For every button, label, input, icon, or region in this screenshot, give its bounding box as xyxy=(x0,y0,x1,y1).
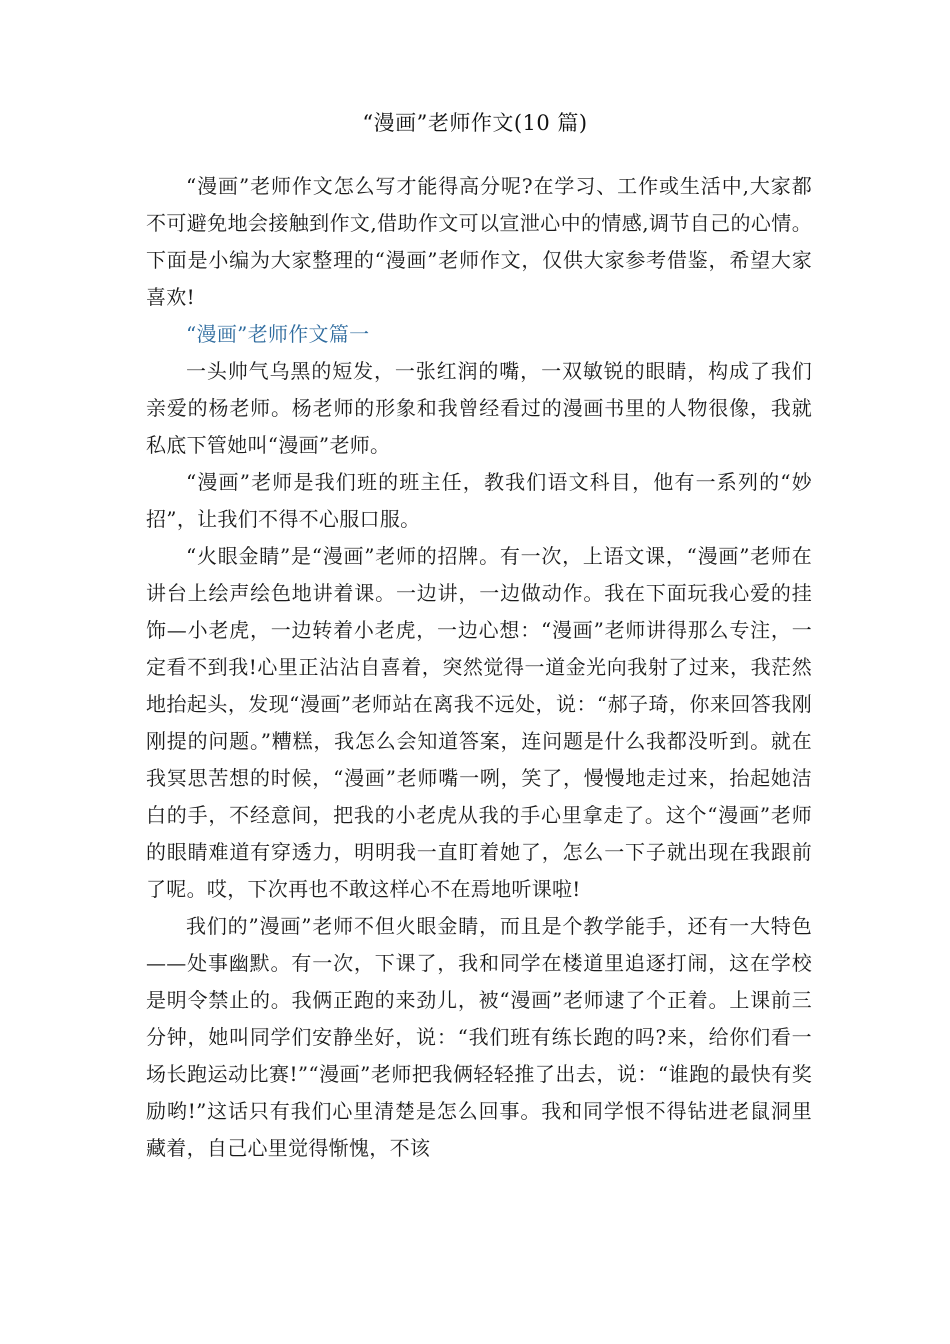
document-title: “漫画”老师作文(10 篇) xyxy=(362,111,588,135)
body-paragraph: “火眼金睛”是“漫画”老师的招牌。有一次，上语文课，“漫画”老师在讲台上绘声绘色地讲着课。一边讲，一边做动作。我在下面玩我心爱的挂饰—小老虎，一边转着小老虎，一边心想：“漫画”老师讲得那么专注，一定看不到我!心里正沾沾自喜着，突然觉得一道金光向我射了过来，我茫然地抬起头，发现“漫画”老师站在离我不远处，说：“郝子琦，你来回答我刚刚提的问题。”糟糕，我怎么会知道答案，连问题是什么我都没听到。就在我冥思苦想的时候，“漫画”老师嘴一咧，笑了，慢慢地走过来，抬起她洁白的手，不经意间，把我的小老虎从我的手心里拿走了。这个“漫画”老师的眼睛难道有穿透力，明明我一直盯着她了，怎么一下子就出现在我跟前了呢。哎，下次再也不敢这样心不在焉地听课啦! xyxy=(146,544,812,901)
body-paragraph: 我们的”漫画”老师不但火眼金睛，而且是个教学能手，还有一大特色——处事幽默。有一次，下课了，我和同学在楼道里追逐打闹，这在学校是明令禁止的。我俩正跑的来劲儿，被“漫画”老师逮了个正着。上课前三分钟，她叫同学们安静坐好，说：“我们班有练长跑的吗?来，给你们看一场长跑运动比赛!”“漫画”老师把我俩轻轻推了出去，说：“谁跑的最快有奖励哟!”这话只有我们心里清楚是怎么回事。我和同学恨不得钻进老鼠洞里藏着，自己心里觉得惭愧，不该 xyxy=(146,914,812,1160)
body-paragraph: “漫画”老师是我们班的班主任，教我们语文科目，他有一系列的“妙招”，让我们不得不心服口服。 xyxy=(146,470,812,531)
intro-paragraph: “漫画”老师作文怎么写才能得高分呢?在学习、工作或生活中,大家都不可避免地会接触到作文,借助作文可以宣泄心中的情感,调节自己的心情。下面是小编为大家整理的“漫画”老师作文，仅供大家参考借鉴，希望大家喜欢! xyxy=(146,174,812,309)
body-paragraph: 一头帅气乌黑的短发，一张红润的嘴，一双敏锐的眼睛，构成了我们亲爱的杨老师。杨老师的形象和我曾经看过的漫画书里的人物很像，我就私底下管她叫“漫画”老师。 xyxy=(146,359,812,457)
document-body xyxy=(146,168,812,1167)
section-heading: “漫画”老师作文篇一 xyxy=(186,322,370,346)
